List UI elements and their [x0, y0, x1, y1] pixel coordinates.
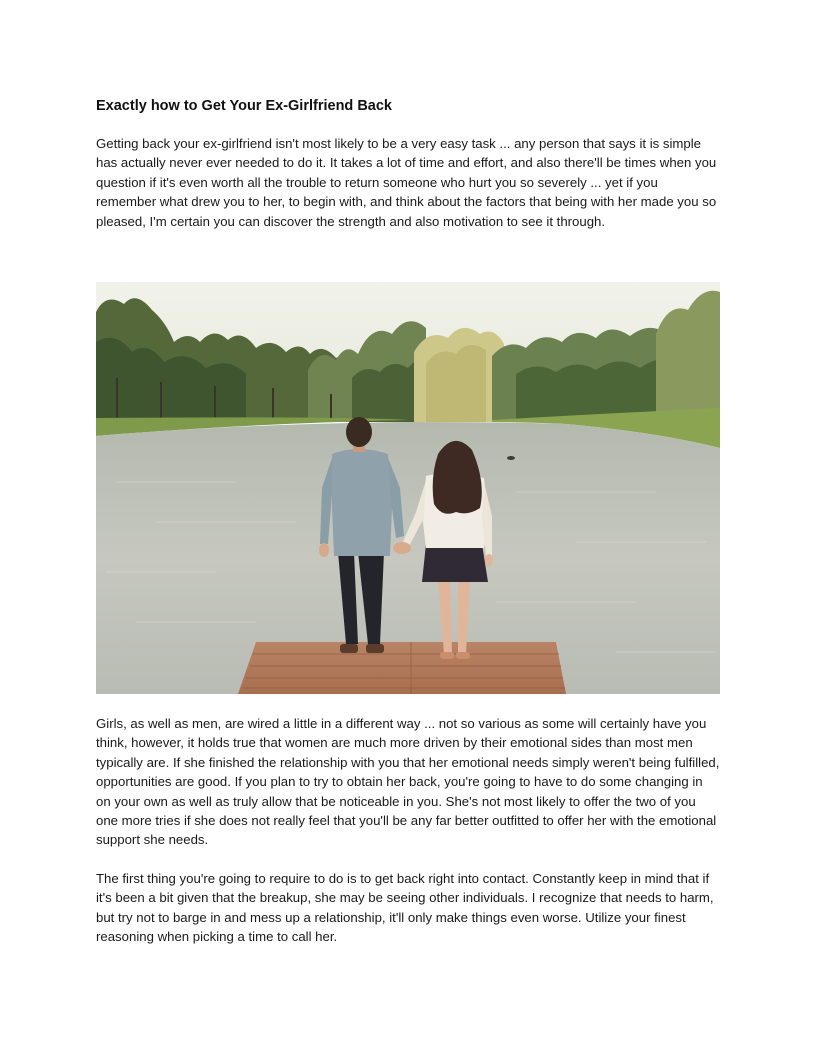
document-page: [96, 96, 720, 947]
paragraph-body-1: Girls, as well as men, are wired a little in a different way ... not so various as some will certainly have you think, however, it holds true that women are much more driven by their emotional sides than most men typically are. If she finished the relationship with you that her emotional needs simply weren't being fulfilled, opportunities are good. If you plan to try to obtain her back, you're going to have to do some changing in on your own as well as truly allow that be noticeable in you. She's not most likely to offer the two of you one more tries if she does not really feel that you'll be any far better outfitted to offer her with the emotional support she needs.: [96, 716, 720, 848]
paragraph-intro: Getting back your ex-girlfriend isn't most likely to be a very easy task ... any person that says it is simple has actually never ever needed to do it. It takes a lot of time and effort, and also there'll be times when you question if it's even worth all the trouble to return someone who hurt you so severely ... yet if you remember what drew you to her, to begin with, and think about the factors that being with her made you so pleased, I'm certain you can discover the strength and also motivation to see it through.: [96, 136, 717, 229]
held-hands: [393, 542, 411, 554]
duck: [507, 456, 515, 460]
article-title: Exactly how to Get Your Ex-Girlfriend Back: [96, 98, 392, 114]
wooden-dock: [238, 642, 566, 694]
paragraph-body-2: The first thing you're going to require to do is to get back right into contact. Constantly keep in mind that if it's been a bit given that the breakup, she may be seeing other individuals. I recognize that needs to harm, but try not to barge in and mess up a relationship, it'll only make things even worse. Utilize your finest reasoning when picking a time to call her.: [96, 870, 714, 945]
couple-lake-photo: [96, 282, 720, 694]
